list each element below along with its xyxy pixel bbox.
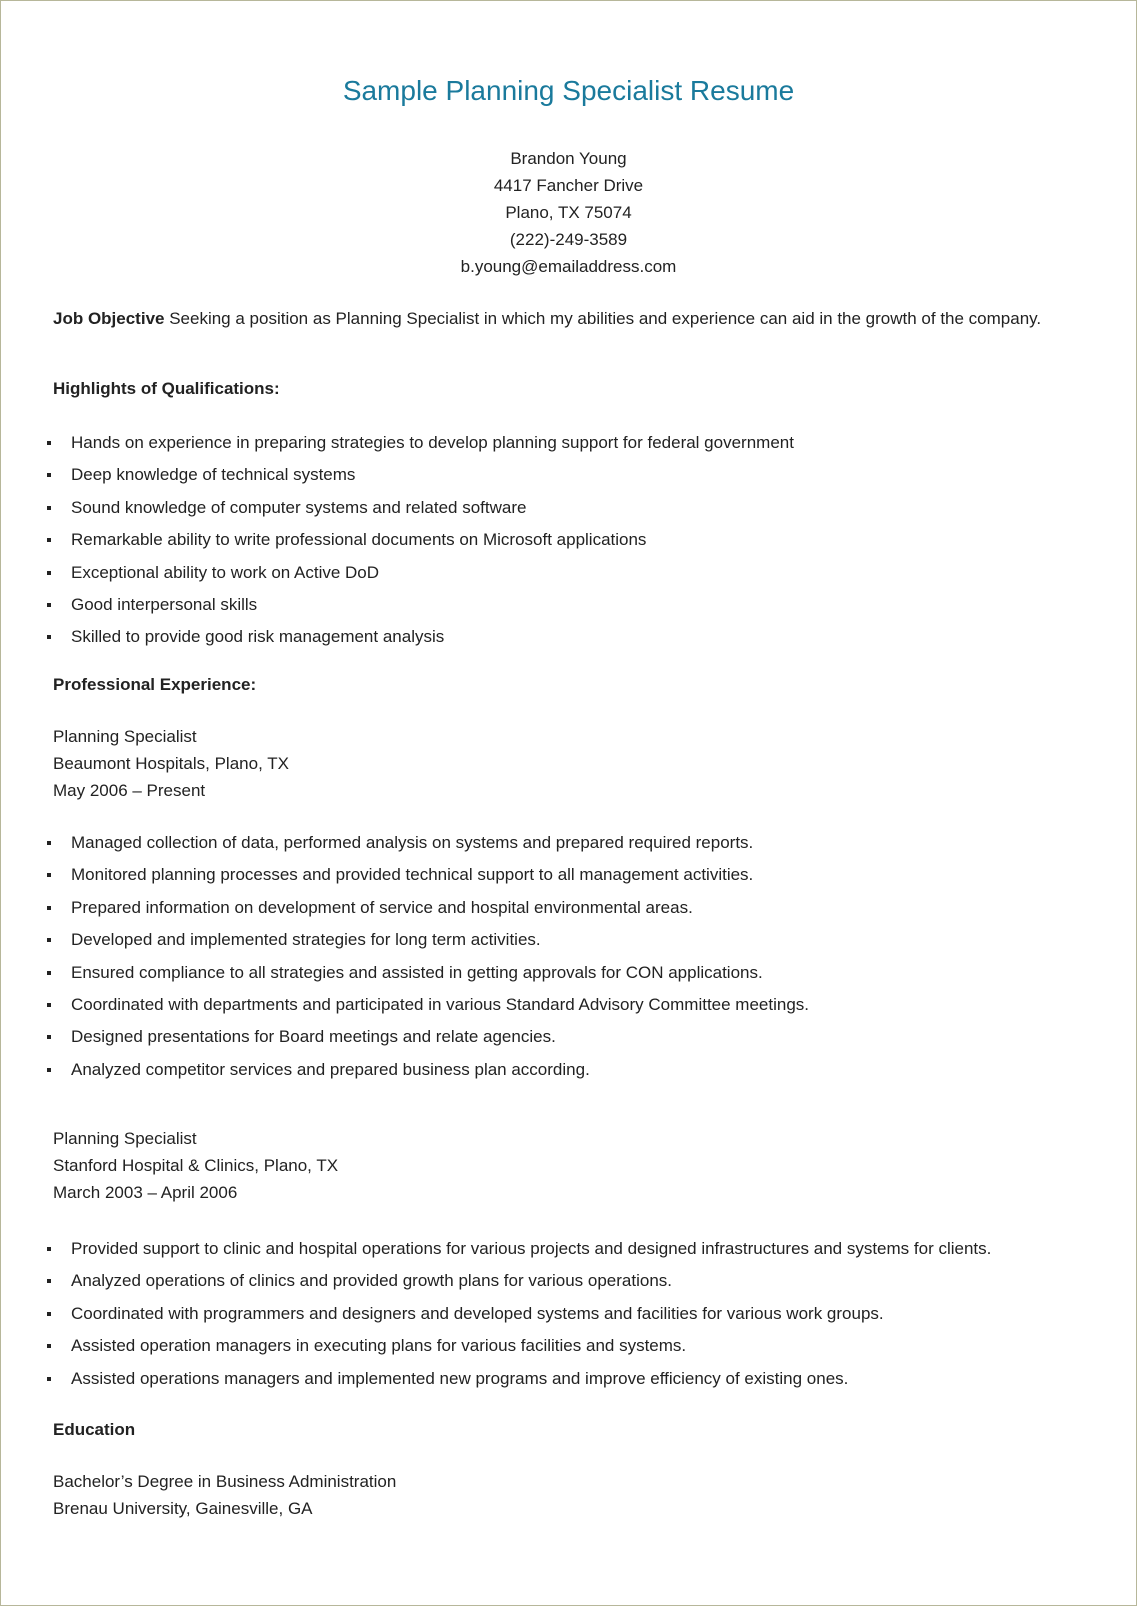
bullet-icon: [47, 1312, 51, 1316]
job-company: Stanford Hospital & Clinics, Plano, TX: [53, 1156, 339, 1175]
list-item: Provided support to clinic and hospital operations for various projects and designed infrastructures and systems for clients.: [47, 1233, 1096, 1265]
experience-heading: Professional Experience:: [53, 675, 257, 694]
highlights-list: [47, 427, 1096, 654]
list-item: Coordinated with programmers and designers and developed systems and facilities for various work groups.: [47, 1298, 1096, 1330]
list-item: Skilled to provide good risk management analysis: [47, 621, 1096, 653]
bullet-icon: [47, 571, 51, 575]
bullet-icon: [47, 1068, 51, 1072]
list-item: Remarkable ability to write professional documents on Microsoft applications: [47, 524, 1096, 556]
bullet-icon: [47, 441, 51, 445]
list-item: Designed presentations for Board meetings and relate agencies.: [47, 1021, 1096, 1053]
list-item: Developed and implemented strategies for long term activities.: [47, 924, 1096, 956]
bullet-icon: [47, 1247, 51, 1251]
list-item: Monitored planning processes and provided technical support to all management activities.: [47, 859, 1096, 891]
education-degree: Bachelor’s Degree in Business Administration: [53, 1472, 397, 1491]
list-item: Deep knowledge of technical systems: [47, 459, 1096, 491]
contact-phone: (222)-249-3589: [509, 230, 628, 249]
list-item: Ensured compliance to all strategies and assisted in getting approvals for CON applications.: [47, 957, 1096, 989]
bullet-icon: [47, 1279, 51, 1283]
page-title: Sample Planning Specialist Resume: [342, 75, 795, 106]
list-item: Assisted operations managers and implemented new programs and improve efficiency of existing ones.: [47, 1363, 1096, 1395]
job-objective: [53, 305, 1076, 332]
job-2-duties: [47, 1233, 1096, 1395]
bullet-icon: [47, 538, 51, 542]
bullet-icon: [47, 1003, 51, 1007]
bullet-icon: [47, 971, 51, 975]
contact-email: b.young@emailaddress.com: [460, 257, 677, 276]
bullet-icon: [47, 938, 51, 942]
list-item: Prepared information on development of service and hospital environmental areas.: [47, 892, 1096, 924]
education-heading: Education: [53, 1420, 136, 1439]
list-item: Good interpersonal skills: [47, 589, 1096, 621]
list-item: Assisted operation managers in executing plans for various facilities and systems.: [47, 1330, 1096, 1362]
list-item: Hands on experience in preparing strategies to develop planning support for federal government: [47, 427, 1096, 459]
objective-label: Job Objective: [53, 309, 165, 328]
contact-street: 4417 Fancher Drive: [493, 176, 644, 195]
education-details: [53, 1468, 1076, 1522]
highlights-heading: Highlights of Qualifications:: [53, 379, 280, 398]
education-school: Brenau University, Gainesville, GA: [53, 1499, 313, 1518]
list-item: Sound knowledge of computer systems and related software: [47, 492, 1096, 524]
job-title: Planning Specialist: [53, 1129, 197, 1148]
bullet-icon: [47, 1344, 51, 1348]
bullet-icon: [47, 1377, 51, 1381]
bullet-icon: [47, 603, 51, 607]
bullet-icon: [47, 506, 51, 510]
objective-text: Seeking a position as Planning Specialist in which my abilities and experience can aid in the growth of the company.: [164, 309, 1042, 328]
job-1-header: [53, 723, 1076, 804]
bullet-icon: [47, 841, 51, 845]
bullet-icon: [47, 635, 51, 639]
contact-block: [1, 145, 1136, 280]
bullet-icon: [47, 473, 51, 477]
job-title: Planning Specialist: [53, 727, 197, 746]
bullet-icon: [47, 873, 51, 877]
list-item: Coordinated with departments and participated in various Standard Advisory Committee meetings.: [47, 989, 1096, 1021]
contact-city: Plano, TX 75074: [505, 203, 632, 222]
bullet-icon: [47, 1035, 51, 1039]
list-item: Exceptional ability to work on Active DoD: [47, 557, 1096, 589]
list-item: Managed collection of data, performed analysis on systems and prepared required reports.: [47, 827, 1096, 859]
job-dates: May 2006 – Present: [53, 781, 206, 800]
job-2-header: [53, 1125, 1076, 1206]
contact-name: Brandon Young: [510, 149, 627, 168]
job-dates: March 2003 – April 2006: [53, 1183, 238, 1202]
job-1-duties: [47, 827, 1096, 1086]
list-item: Analyzed competitor services and prepared business plan according.: [47, 1054, 1096, 1086]
list-item: Analyzed operations of clinics and provided growth plans for various operations.: [47, 1265, 1096, 1297]
bullet-icon: [47, 906, 51, 910]
job-company: Beaumont Hospitals, Plano, TX: [53, 754, 289, 773]
